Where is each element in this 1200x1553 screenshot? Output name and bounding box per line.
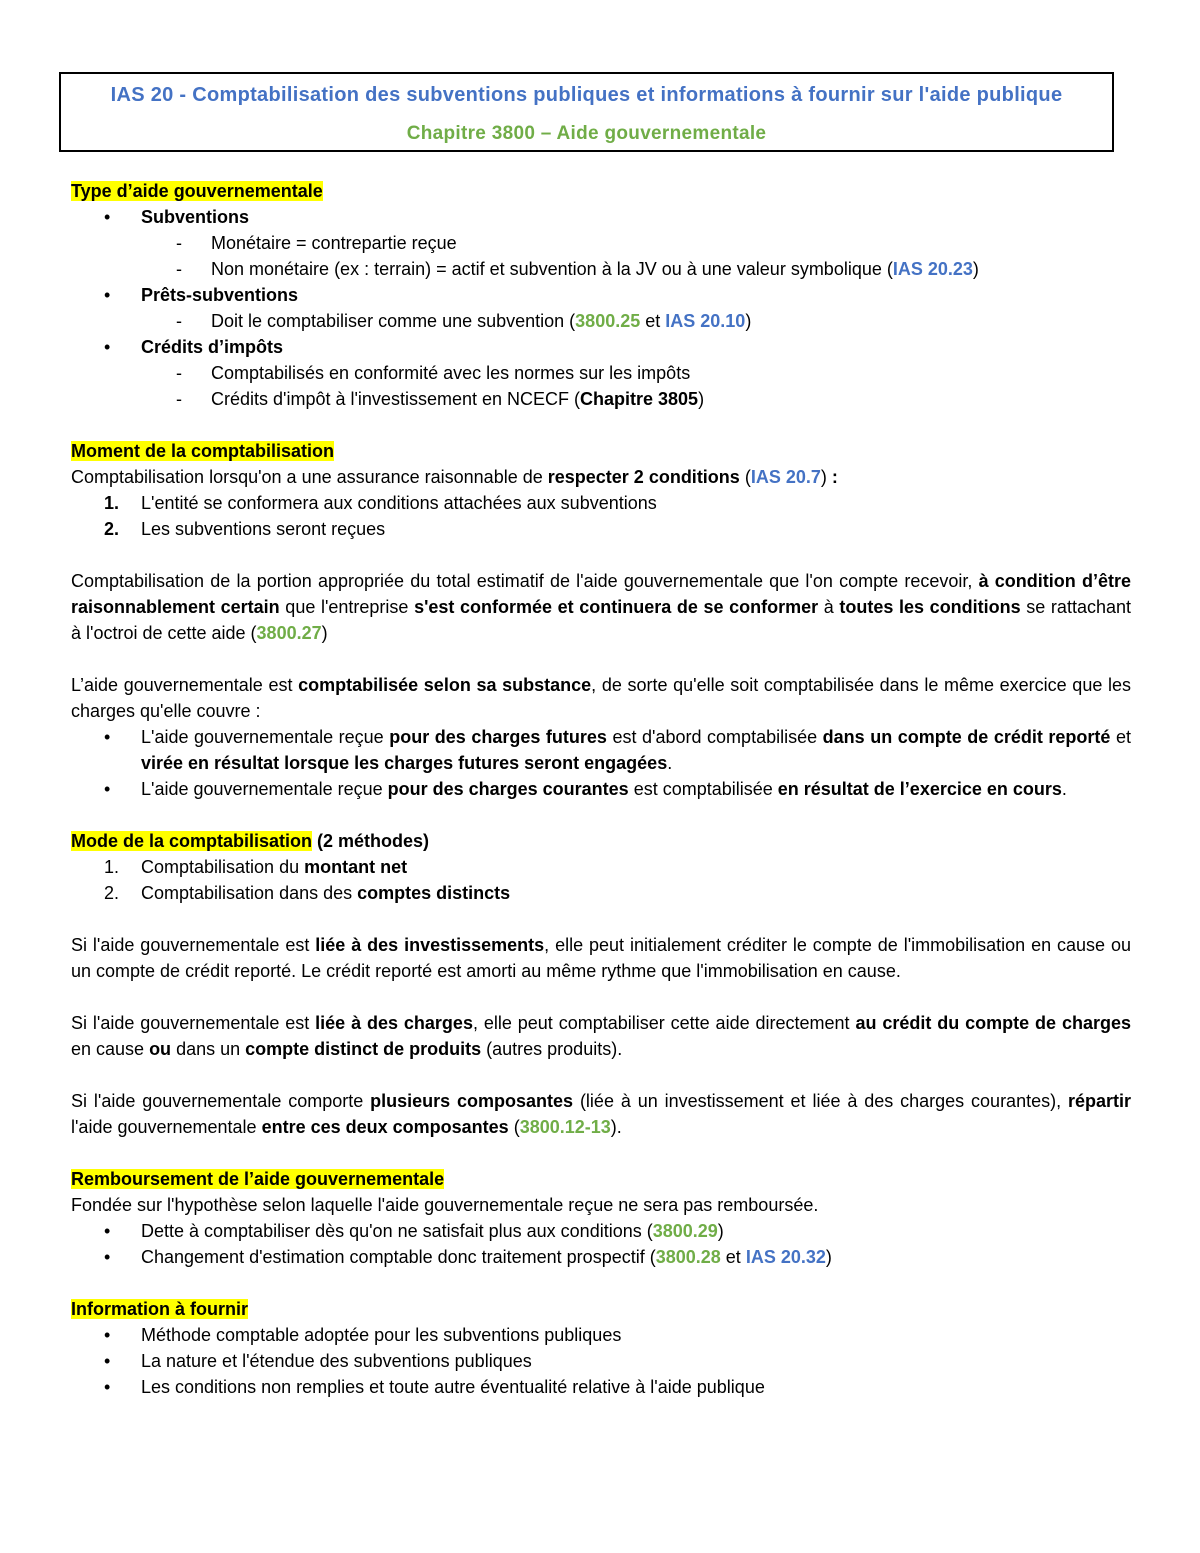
document-title: IAS 20 - Comptabilisation des subventions publiques et informations à fournir sur l'aide publique [110,84,1063,106]
bullet-icon: • [104,207,111,227]
paragraph: Comptabilisation de la portion appropriée du total estimatif de l'aide gouvernementale que l'on compte recevoir, à condition d’être raisonnablement certain que l'entreprise s'est conformée et continuera de se conformer à toutes les conditions se rattachant à l'octroi de cette aide (3800.27) [71,571,1131,643]
list-item: - Non monétaire (ex : terrain) = actif et subvention à la JV ou à une valeur symbolique (IAS 20.23) [71,256,1131,282]
list-item: • L'aide gouvernementale reçue pour des charges futures est d'abord comptabilisée dans un compte de crédit reporté et virée en résultat lorsque les charges futures seront engagées. [71,724,1131,776]
paragraph: Fondée sur l'hypothèse selon laquelle l'aide gouvernementale reçue ne sera pas remboursée. [71,1195,819,1215]
list-item: - Monétaire = contrepartie reçue [71,230,1131,256]
section-heading-mode: Mode de la comptabilisation (2 méthodes) [71,831,430,851]
reference: IAS 20.7 [750,467,821,487]
reference: IAS 20.10 [665,311,746,331]
bullet-icon: • [104,337,111,357]
section-heading-type: Type d’aide gouvernementale [71,181,323,201]
list-item: • Dette à comptabiliser dès qu'on ne satisfait plus aux conditions (3800.29) [71,1218,1131,1244]
paragraph: L’aide gouvernementale est comptabilisée selon sa substance, de sorte qu'elle soit comptabilisée dans le même exercice que les charges qu'elle couvre : [71,675,1131,721]
paragraph: Si l'aide gouvernementale est liée à des investissements, elle peut initialement créditer le compte de l'immobilisation en cause ou un compte de crédit reporté. Le crédit reporté est amorti au même rythme que l'immobilisation en cause. [71,935,1131,981]
dash-icon: - [176,233,182,253]
reference: Chapitre 3805 [580,389,699,409]
list-item: • L'aide gouvernementale reçue pour des charges courantes est comptabilisée en résultat de l’exercice en cours. [71,776,1131,802]
reference: 3800.29 [652,1221,718,1241]
list-item: • Changement d'estimation comptable donc traitement prospectif (3800.28 et IAS 20.32) [71,1244,1131,1270]
list-item: - Doit le comptabiliser comme une subvention (3800.25 et IAS 20.10) [71,308,1131,334]
bullet-icon: • [104,1221,111,1241]
paragraph: Si l'aide gouvernementale est liée à des charges, elle peut comptabiliser cette aide directement au crédit du compte de charges en cause ou dans un compte distinct de produits (autres produits). [71,1013,1131,1059]
dash-icon: - [176,311,182,331]
paragraph: Si l'aide gouvernementale comporte plusieurs composantes (liée à un investissement et liée à des charges courantes), répartir l'aide gouvernementale entre ces deux composantes (3800.12-13). [71,1091,1131,1137]
bullet-icon: • [104,1377,111,1397]
list-item: • Prêts-subventions [71,282,1131,308]
list-item: 2. Les subventions seront reçues [104,519,386,539]
reference: 3800.27 [256,623,322,643]
section-heading-moment: Moment de la comptabilisation [71,441,335,461]
reference: 3800.25 [575,311,641,331]
list-item: - Comptabilisés en conformité avec les normes sur les impôts [71,360,1131,386]
section-heading-remboursement: Remboursement de l’aide gouvernementale [71,1169,445,1189]
bullet-icon: • [104,1325,111,1345]
reference: IAS 20.32 [745,1247,826,1267]
title-box [59,72,1114,152]
list-item: • Méthode comptable adoptée pour les subventions publiques [71,1322,1131,1348]
dash-icon: - [176,389,182,409]
section-heading-information: Information à fournir [71,1299,248,1319]
reference: 3800.28 [655,1247,721,1267]
reference: 3800.12-13 [519,1117,611,1137]
bullet-icon: • [104,779,111,799]
list-item: 2. Comptabilisation dans des comptes distincts [104,883,511,903]
bullet-icon: • [104,1351,111,1371]
list-item: - Crédits d'impôt à l'investissement en NCECF (Chapitre 3805) [71,386,1131,412]
reference: IAS 20.23 [892,259,973,279]
list-item: 1. Comptabilisation du montant net [104,857,408,877]
list-item: • La nature et l'étendue des subventions publiques [71,1348,1131,1374]
list-item: • Crédits d’impôts [71,334,1131,360]
bullet-icon: • [104,1247,111,1267]
paragraph: Comptabilisation lorsqu'on a une assurance raisonnable de respecter 2 conditions (IAS 20.7) : [71,467,838,487]
bullet-icon: • [104,285,111,305]
bullet-icon: • [104,727,111,747]
document-content [71,178,1131,1400]
dash-icon: - [176,363,182,383]
list-item: 1. L'entité se conformera aux conditions attachées aux subventions [104,493,657,513]
dash-icon: - [176,259,182,279]
list-item: • Subventions [71,204,1131,230]
list-item: • Les conditions non remplies et toute autre éventualité relative à l'aide publique [71,1374,1131,1400]
document-subtitle: Chapitre 3800 – Aide gouvernementale [406,123,767,144]
